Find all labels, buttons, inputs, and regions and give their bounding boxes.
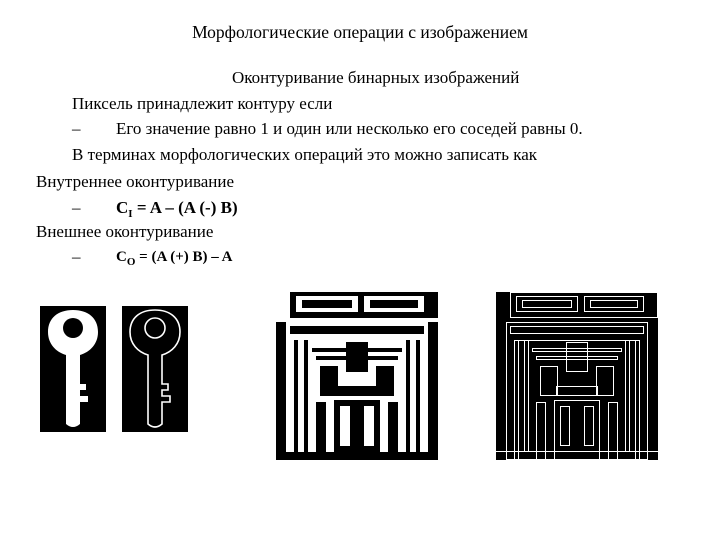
formula-body: = (A (+) B) – A xyxy=(135,249,233,265)
key-contour-image xyxy=(122,306,188,432)
outer-contour-heading: Внешнее оконтуривание xyxy=(36,222,214,241)
slide-subtitle: Оконтуривание бинарных изображений xyxy=(232,68,520,87)
slide-title: Морфологические операции с изображением xyxy=(192,22,528,42)
formula-subscript: I xyxy=(128,208,133,220)
bullet-dash: – xyxy=(72,198,81,217)
outer-contour-formula xyxy=(116,247,233,268)
morph-intro: В терминах морфологических операций это можно записать как xyxy=(72,145,538,164)
building-binary-image xyxy=(276,292,438,460)
formula-subscript: O xyxy=(126,256,136,268)
building-contour-image xyxy=(496,292,658,460)
bullet-dash: – xyxy=(72,247,81,266)
formula-symbol: C xyxy=(116,249,127,265)
key-binary-image xyxy=(40,306,106,432)
rule-intro: Пиксель принадлежит контуру если xyxy=(72,94,333,113)
formula-body: = A – (A (-) B) xyxy=(132,198,238,217)
formula-symbol: C xyxy=(116,198,129,217)
bullet-dash: – xyxy=(72,119,81,138)
rule-condition: Его значение равно 1 и один или несколько его соседей равны 0. xyxy=(116,119,583,138)
inner-contour-heading: Внутреннее оконтуривание xyxy=(36,172,235,191)
inner-contour-formula xyxy=(116,198,238,220)
